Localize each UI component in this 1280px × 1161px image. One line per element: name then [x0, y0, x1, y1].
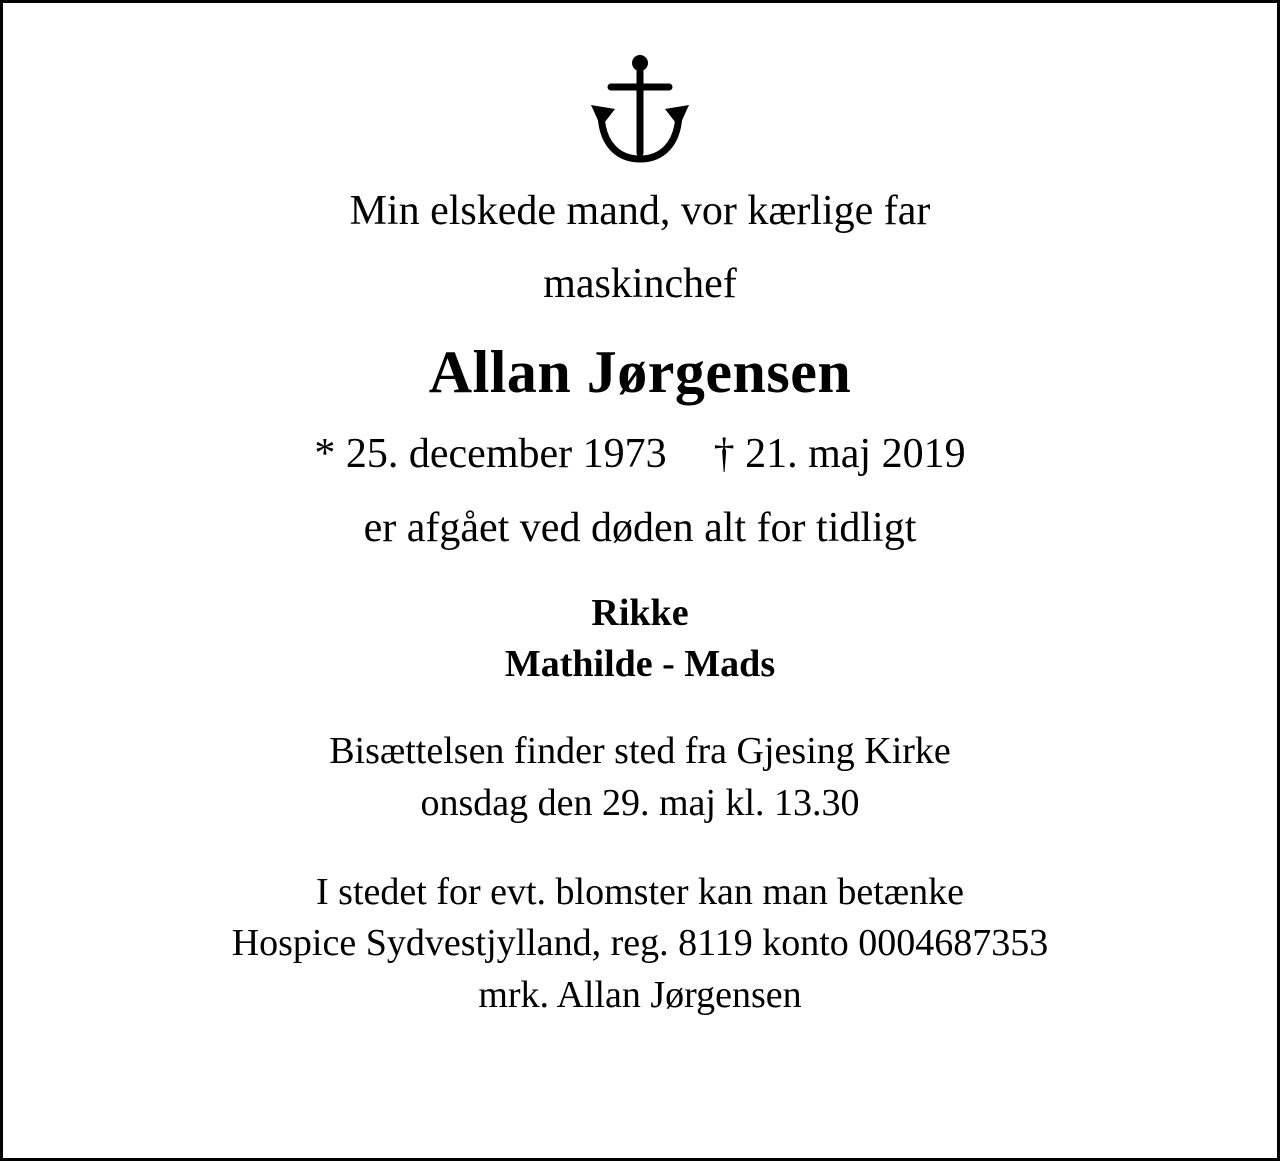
donation-line: I stedet for evt. blomster kan man betænke [316, 870, 964, 913]
death-date: 21. maj 2019 [745, 431, 966, 477]
passed-text: er afgået ved døden alt for tidligt [363, 505, 917, 552]
donation-line: mrk. Allan Jørgensen [478, 973, 802, 1016]
life-dates [63, 429, 1217, 479]
survivor-line: Rikke [591, 591, 689, 634]
funeral-line: onsdag den 29. maj kl. 13.30 [420, 781, 860, 824]
survivor-line: Mathilde - Mads [504, 643, 776, 686]
birth-date: 25. december 1973 [345, 431, 667, 477]
donation-details [63, 867, 1217, 1021]
survivors-block [63, 588, 1217, 691]
deceased-name: Allan Jørgensen [428, 339, 852, 405]
intro-line-2: maskinchef [543, 260, 737, 307]
intro-line-1: Min elskede mand, vor kærlige far [349, 188, 931, 234]
death-symbol: † [713, 431, 735, 477]
donation-line: Hospice Sydvestjylland, reg. 8119 konto 0004687353 [231, 922, 1049, 965]
anchor-icon [585, 49, 695, 169]
funeral-details [63, 726, 1217, 829]
funeral-line: Bisættelsen finder sted fra Gjesing Kirke [329, 730, 951, 773]
birth-symbol: * [314, 431, 336, 477]
